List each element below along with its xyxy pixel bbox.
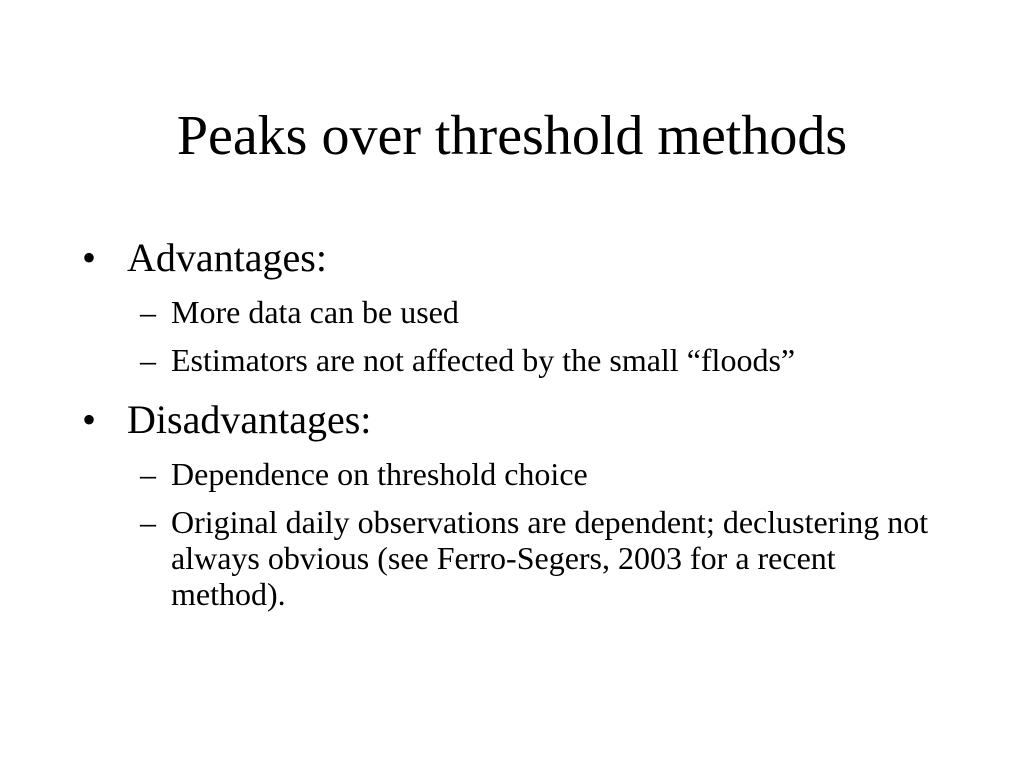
slide-body [82, 230, 942, 612]
sub-marker: – [140, 504, 156, 540]
sub-marker: – [140, 342, 156, 378]
bullet-label: Disadvantages: [127, 397, 372, 442]
sub-item-text: Dependence on threshold choice [171, 456, 588, 492]
sub-item-text: Estimators are not affected by the small “floods” [171, 342, 796, 378]
sub-item-text: Original daily observations are dependent; declustering not always obvious (see Ferro-Segers, 2003 for a recent method). [171, 504, 929, 612]
sub-item-threshold [127, 456, 942, 492]
sub-item-dependent [127, 504, 942, 612]
bullet-disadvantages [82, 392, 942, 448]
sub-marker: – [140, 294, 156, 330]
sub-item-text: More data can be used [171, 294, 459, 330]
bullet-marker: • [82, 235, 97, 280]
sub-item-more-data [127, 294, 942, 330]
bullet-marker: • [82, 397, 97, 442]
slide-title: Peaks over threshold methods [176, 105, 848, 167]
sub-marker: – [140, 456, 156, 492]
sub-item-estimators [127, 342, 942, 378]
bullet-label: Advantages: [127, 235, 327, 280]
bullet-advantages [82, 230, 942, 286]
